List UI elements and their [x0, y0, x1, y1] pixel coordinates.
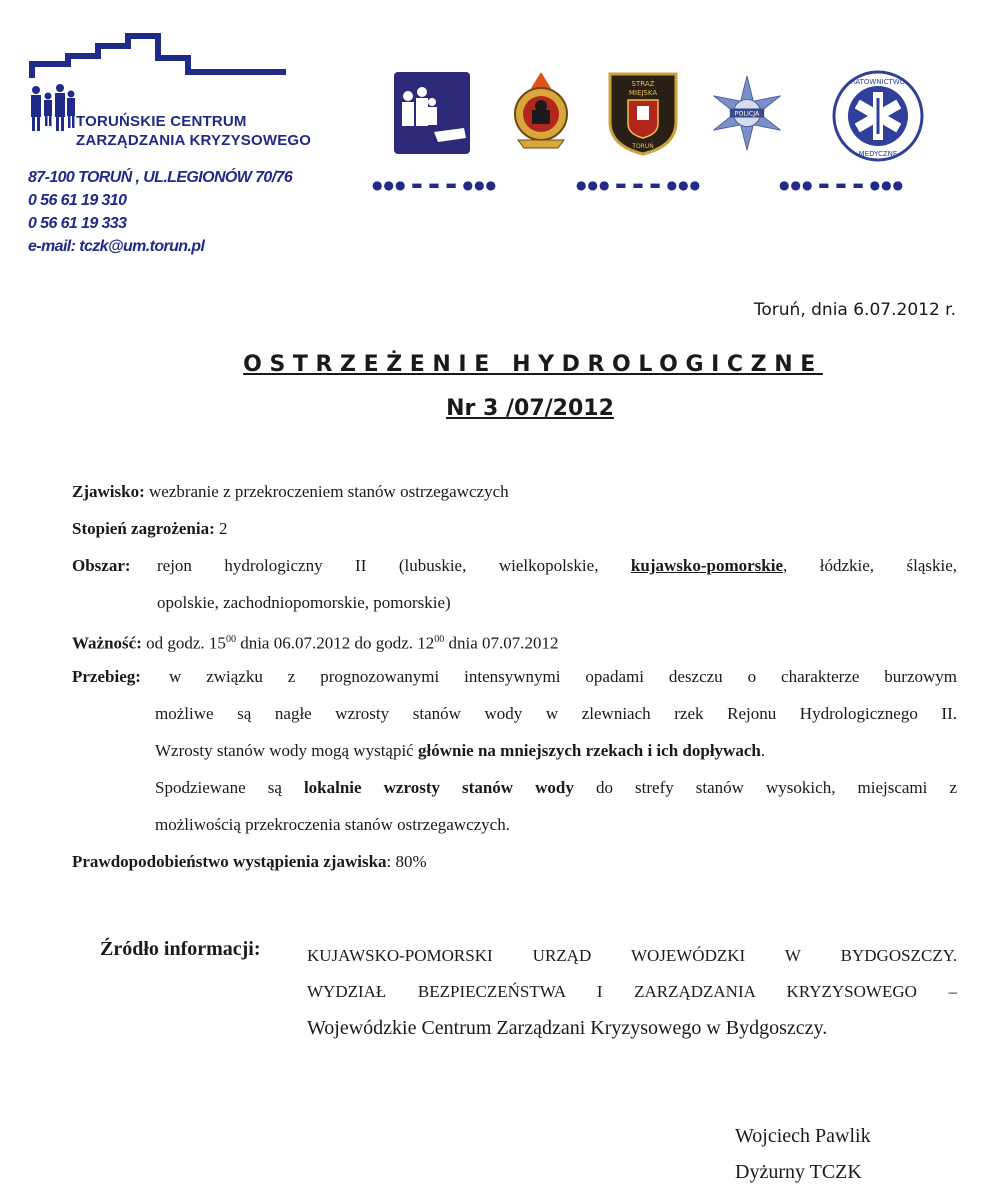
field-stopien: [72, 510, 228, 547]
obszar-value-a: rejon hydrologiczny II (lubuskie, wielkopolskie,: [157, 556, 599, 575]
waznosc-label: Ważność:: [72, 633, 142, 653]
medical-text-top: RATOWNICTWO: [850, 78, 906, 86]
crisis-management-icon: [394, 70, 472, 156]
source-line1: KUJAWSKO-POMORSKI URZĄD WOJEWÓDZKI W BYDGOSZCZY.: [307, 946, 957, 965]
signature-name: Wojciech Pawlik: [735, 1125, 871, 1147]
org-email: e-mail: tczk@um.torun.pl: [28, 238, 205, 255]
obszar-line2: [157, 584, 957, 621]
police-text: POLICJA: [734, 110, 760, 118]
zjawisko-value: wezbranie z przekroczeniem stanów ostrzegawczych: [148, 482, 509, 501]
document-date: Toruń, dnia 6.07.2012 r.: [753, 300, 956, 320]
przebieg-label: Przebieg:: [72, 667, 141, 686]
org-name-line2: ZARZĄDZANIA KRYZYSOWEGO: [76, 132, 312, 149]
obszar-label-row: [72, 547, 131, 584]
city-guard-text-1: STRAŻ: [631, 80, 655, 88]
przebieg-line2: możliwe są nagłe wzrosty stanów wody w zlewniach rzek Rejonu Hydrologicznego II.: [155, 704, 957, 723]
waznosc-sup1: 00: [225, 634, 236, 645]
city-guard-text-3: TORUŃ: [632, 143, 654, 150]
document-number: Nr 3 /07/2012: [446, 396, 614, 421]
przebieg-4b: lokalnie wzrosty stanów wody: [303, 778, 574, 797]
org-address: 87-100 TORUŃ , UL.LEGIONÓW 70/76: [28, 169, 293, 186]
waznosc-c: dnia 07.07.2012: [444, 633, 559, 653]
fire-brigade-emblem: [502, 70, 580, 156]
source-line2: WYDZIAŁ BEZPIECZEŃSTWA I ZARZĄDZANIA KRYZYSOWEGO –: [307, 982, 957, 1001]
przebieg-3c: .: [760, 741, 766, 760]
divider-dots-2: ●●● ▬ ▬ ▬ ●●●: [576, 178, 702, 192]
source-line3: Wojewódzkie Centrum Zarządzani Kryzysowego w Bydgoszczy.: [307, 1017, 828, 1039]
police-star-emblem: [708, 70, 786, 156]
obszar-value-c: opolskie, zachodniopomorskie, pomorskie): [157, 593, 451, 612]
przebieg-4a: Spodziewane są: [155, 778, 282, 797]
divider-dots-3: ●●● ▬ ▬ ▬ ●●●: [779, 178, 905, 192]
signature-role: Dyżurny TCZK: [735, 1161, 862, 1183]
org-name: [76, 112, 311, 150]
org-contact: [28, 166, 292, 258]
divider-dots-1: ●●● ▬ ▬ ▬ ●●●: [372, 178, 498, 192]
source-label: Źródło informacji:: [100, 938, 261, 960]
obszar-value-b: , łódzkie, śląskie,: [783, 556, 957, 575]
przebieg-line1: w związku z prognozowanymi intensywnymi opadami deszczu o charakterze burzowym: [169, 667, 957, 686]
przebieg-4c: do strefy stanów wysokich, miejscami z: [595, 778, 958, 797]
city-guard-text-2: MIEJSKA: [628, 89, 658, 97]
obszar-label: Obszar:: [72, 556, 131, 575]
document-title: OSTRZEŻENIE HYDROLOGICZNE: [243, 352, 823, 377]
field-zjawisko: [72, 473, 509, 510]
zjawisko-label: Zjawisko:: [72, 482, 145, 501]
waznosc-b: dnia 06.07.2012 do godz. 12: [235, 633, 435, 653]
stopien-label: Stopień zagrożenia:: [72, 519, 215, 538]
org-phone-2: 0 56 61 19 333: [28, 215, 127, 232]
medical-text-bottom: MEDYCZNE: [858, 150, 898, 158]
przebieg-line4: [155, 769, 957, 806]
org-phone-1: 0 56 61 19 310: [28, 192, 127, 209]
obszar-line1: [157, 547, 957, 584]
przebieg-label-row: [72, 658, 141, 695]
obszar-highlight: kujawsko-pomorskie: [630, 556, 784, 575]
field-prawdopodobienstwo: [72, 843, 427, 880]
stopien-value: 2: [219, 519, 228, 538]
prawdop-label: Prawdopodobieństwo wystąpienia zjawiska: [72, 852, 387, 871]
przebieg-line5: możliwością przekroczenia stanów ostrzegawczych.: [155, 815, 510, 834]
przebieg-3b: głównie na mniejszych rzekach i ich dopływach: [417, 741, 761, 760]
przebieg-3a: Wzrosty stanów wody mogą wystąpić: [155, 741, 414, 760]
city-guard-emblem: [604, 70, 682, 156]
waznosc-sup2: 00: [434, 634, 445, 645]
field-waznosc: [72, 621, 559, 662]
medical-rescue-emblem: [832, 70, 924, 162]
przebieg-line3: [155, 732, 957, 769]
source-text: [307, 938, 957, 1046]
family-figures-icon: [31, 84, 75, 131]
signature: [735, 1118, 871, 1190]
prawdop-value: : 80%: [386, 852, 427, 871]
waznosc-a: od godz. 15: [146, 633, 226, 653]
org-name-line1: TORUŃSKIE CENTRUM: [76, 113, 247, 130]
